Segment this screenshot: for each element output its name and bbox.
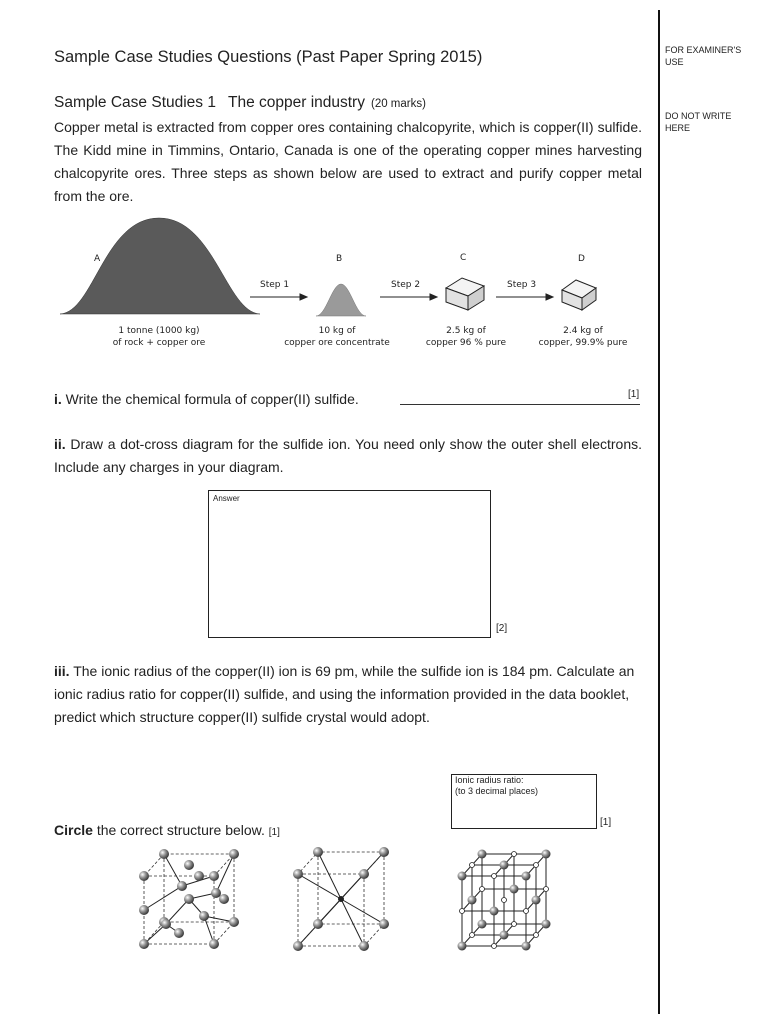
question-2-answer-box[interactable]	[208, 490, 491, 638]
step-arrows	[250, 294, 553, 300]
stage-a-caption-1: 1 tonne (1000 kg)	[118, 326, 200, 336]
question-3-text: The ionic radius of the copper(II) ion is 69 pm, while the sulfide ion is 184 pm. Calculate an ionic radius ratio for copper(II) sulfide, and using the information provided in the data booklet, predict which structure copper(II) sulfide crystal would adopt.	[54, 663, 635, 725]
page-title: Sample Case Studies Questions (Past Paper Spring 2015)	[54, 48, 483, 66]
stage-d-caption-2: copper, 99.9% pure	[538, 338, 628, 348]
stage-b-caption-2: copper ore concentrate	[284, 338, 390, 348]
structure-option-3[interactable]	[458, 850, 551, 951]
question-2	[54, 433, 642, 479]
stage-letter-c: C	[460, 253, 467, 263]
stage-letter-a: A	[94, 254, 101, 264]
examiner-margin-line	[658, 10, 660, 1014]
circle-marks: [1]	[268, 827, 280, 838]
question-2-number: ii.	[54, 436, 66, 452]
crystal-structures	[130, 838, 570, 958]
stage-letter-d: D	[578, 254, 585, 264]
stage-b-caption-1: 10 kg of	[318, 326, 356, 336]
question-1	[54, 388, 642, 411]
case-study-intro: Copper metal is extracted from copper ores containing chalcopyrite, which is copper(II) sulfide. The Kidd mine in Timmins, Ontario, Canada is one of the operating copper mines harvesting chalcopyrite ores. Three steps as shown below are used to extract and purify copper metal from the ore.	[54, 119, 642, 204]
question-1-answer-line[interactable]	[400, 404, 640, 405]
case-study-marks: (20 marks)	[370, 98, 426, 110]
question-3	[54, 660, 642, 729]
circle-word: Circle	[54, 822, 93, 838]
do-not-write-note: DO NOT WRITE HERE	[665, 111, 732, 133]
stage-letter-b: B	[336, 254, 343, 264]
structure-option-2[interactable]	[293, 847, 389, 951]
stage-c-caption-2: copper 96 % pure	[425, 338, 507, 348]
ratio-label-2: (to 3 decimal places)	[455, 786, 539, 796]
case-study-name: The copper industry	[227, 94, 365, 111]
answer-box-label: Answer	[213, 494, 240, 503]
step-3-label: Step 3	[507, 280, 537, 290]
stage-a-caption-2: of rock + copper ore	[112, 338, 206, 348]
step-1-label: Step 1	[260, 280, 290, 290]
stage-d-caption-1: 2.4 kg of	[563, 326, 603, 336]
question-1-number: i.	[54, 391, 62, 407]
question-1-text: Write the chemical formula of copper(II) sulfide.	[65, 391, 359, 407]
structure-option-1[interactable]	[139, 849, 239, 949]
examiner-use-note: FOR EXAMINER'S USE	[665, 45, 742, 67]
copper-extraction-diagram	[54, 216, 644, 356]
circle-rest: the correct structure below.	[96, 822, 265, 838]
ore-mountain-small	[316, 284, 366, 316]
question-1-marks: [1]	[628, 389, 640, 400]
case-study-title	[54, 94, 426, 112]
step-2-label: Step 2	[391, 280, 421, 290]
case-study-number: Sample Case Studies 1	[54, 94, 216, 111]
copper-block-c	[446, 278, 484, 310]
ore-mountain-large	[60, 218, 260, 314]
stage-c-caption-1: 2.5 kg of	[446, 326, 486, 336]
question-2-marks: [2]	[496, 623, 508, 634]
ratio-marks: [1]	[600, 817, 612, 828]
ratio-label-1: Ionic radius ratio:	[455, 775, 524, 785]
question-2-text: Draw a dot-cross diagram for the sulfide ion. You need only show the outer shell electrons. Include any charges in your diagram.	[54, 436, 642, 475]
copper-block-d	[562, 280, 596, 310]
question-3-number: iii.	[54, 663, 70, 679]
